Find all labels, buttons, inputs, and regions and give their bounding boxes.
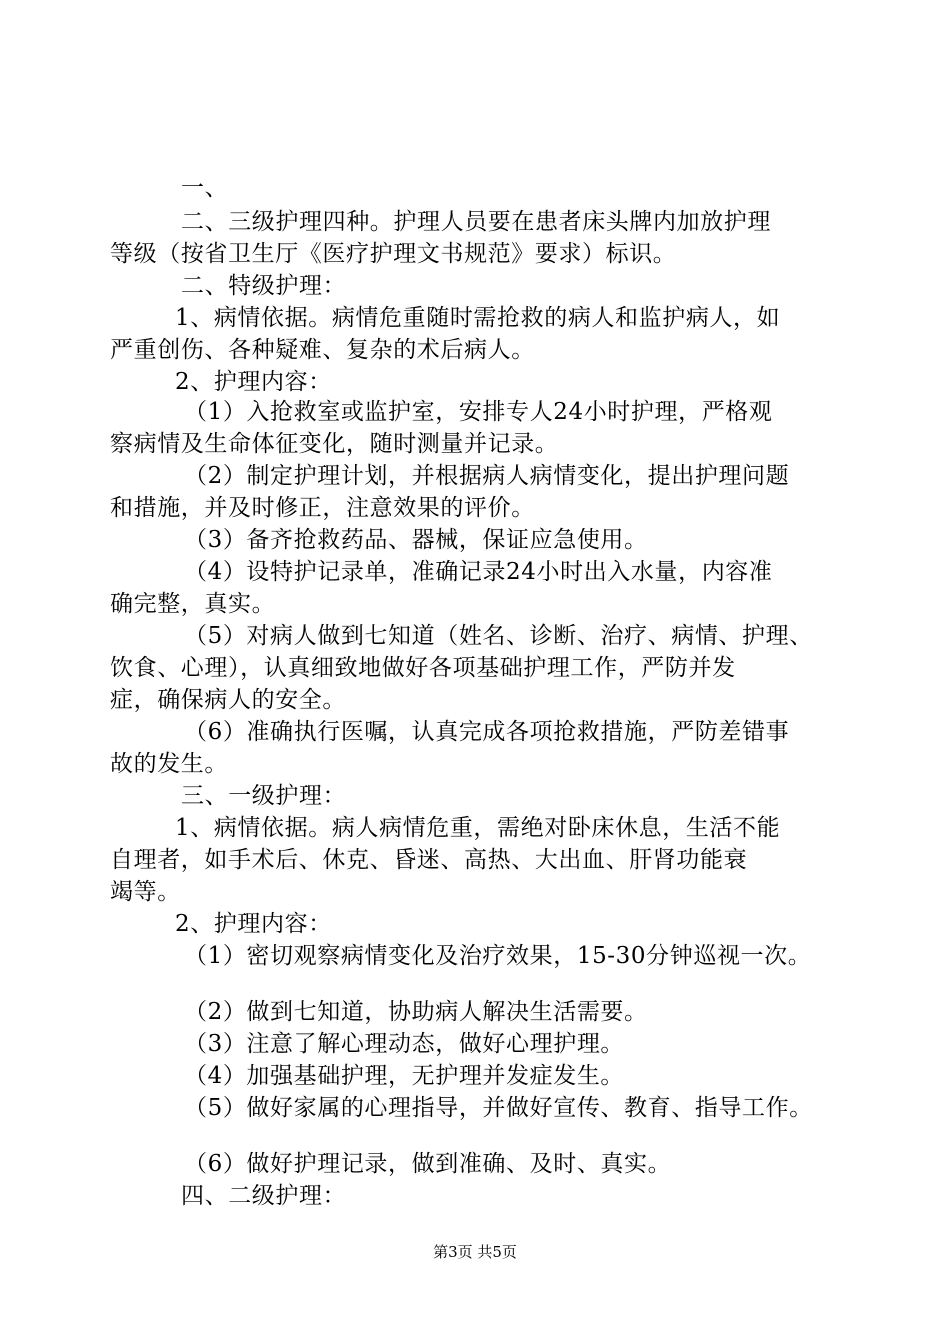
paragraph-line-17: 症，确保病人的安全。 [110, 687, 346, 713]
paragraph-line-5: 1、病情依据。病情危重随时需抢救的病人和监护病人，如 [175, 305, 781, 331]
paragraph-line-12: （3）备齐抢救药品、器械，保证应急使用。 [184, 527, 648, 553]
paragraph-line-18: （6）准确执行医嘱，认真完成各项抢救措施，严防差错事 [184, 719, 790, 745]
paragraph-line-16: 饮食、心理），认真细致地做好各项基础护理工作，严防并发 [110, 655, 736, 681]
paragraph-line-9: 察病情及生命体征变化，随时测量并记录。 [110, 431, 559, 457]
paragraph-line-27: （3）注意了解心理动态，做好心理护理。 [184, 1031, 625, 1057]
paragraph-line-6: 严重创伤、各种疑难、复杂的术后病人。 [110, 337, 535, 363]
paragraph-line-2: 二、三级护理四种。护理人员要在患者床头牌内加放护理 [181, 209, 771, 235]
paragraph-line-19: 故的发生。 [110, 751, 228, 777]
paragraph-line-8: （1）入抢救室或监护室，安排专人24小时护理，严格观 [184, 399, 773, 425]
paragraph-line-11: 和措施，并及时修正，注意效果的评价。 [110, 495, 535, 521]
paragraph-line-10: （2）制定护理计划，并根据病人病情变化，提出护理问题 [184, 463, 790, 489]
paragraph-line-21: 1、病情依据。病人病情危重，需绝对卧床休息，生活不能 [175, 815, 781, 841]
paragraph-line-22: 自理者，如手术后、休克、昏迷、高热、大出血、肝肾功能衰 [110, 847, 748, 873]
paragraph-line-28: （4）加强基础护理，无护理并发症发生。 [184, 1063, 625, 1089]
paragraph-line-13: （4）设特护记录单，准确记录24小时出入水量，内容准 [184, 559, 773, 585]
heading-first-level-care: 三、一级护理： [181, 783, 347, 809]
heading-special-care: 二、特级护理： [181, 273, 347, 299]
paragraph-line-26: （2）做到七知道，协助病人解决生活需要。 [184, 999, 648, 1025]
paragraph-line-29: （5）做好家属的心理指导，并做好宣传、教育、指导工作。 [184, 1095, 813, 1121]
paragraph-line-1: 一、 [181, 175, 229, 201]
paragraph-line-24: 2、护理内容： [175, 911, 332, 937]
heading-second-level-care: 四、二级护理： [181, 1183, 347, 1209]
paragraph-line-3: 等级（按省卫生厅《医疗护理文书规范》要求）标识。 [110, 241, 677, 267]
page-footer: 第3页 共5页 [433, 1243, 517, 1261]
paragraph-line-14: 确完整，真实。 [110, 591, 276, 617]
paragraph-line-7: 2、护理内容： [175, 369, 332, 395]
paragraph-line-30: （6）做好护理记录，做到准确、及时、真实。 [184, 1151, 672, 1177]
paragraph-line-25: （1）密切观察病情变化及治疗效果，15-30分钟巡视一次。 [184, 943, 812, 969]
paragraph-line-23: 竭等。 [110, 879, 181, 905]
paragraph-line-15: （5）对病人做到七知道（姓名、诊断、治疗、病情、护理、 [184, 623, 813, 649]
